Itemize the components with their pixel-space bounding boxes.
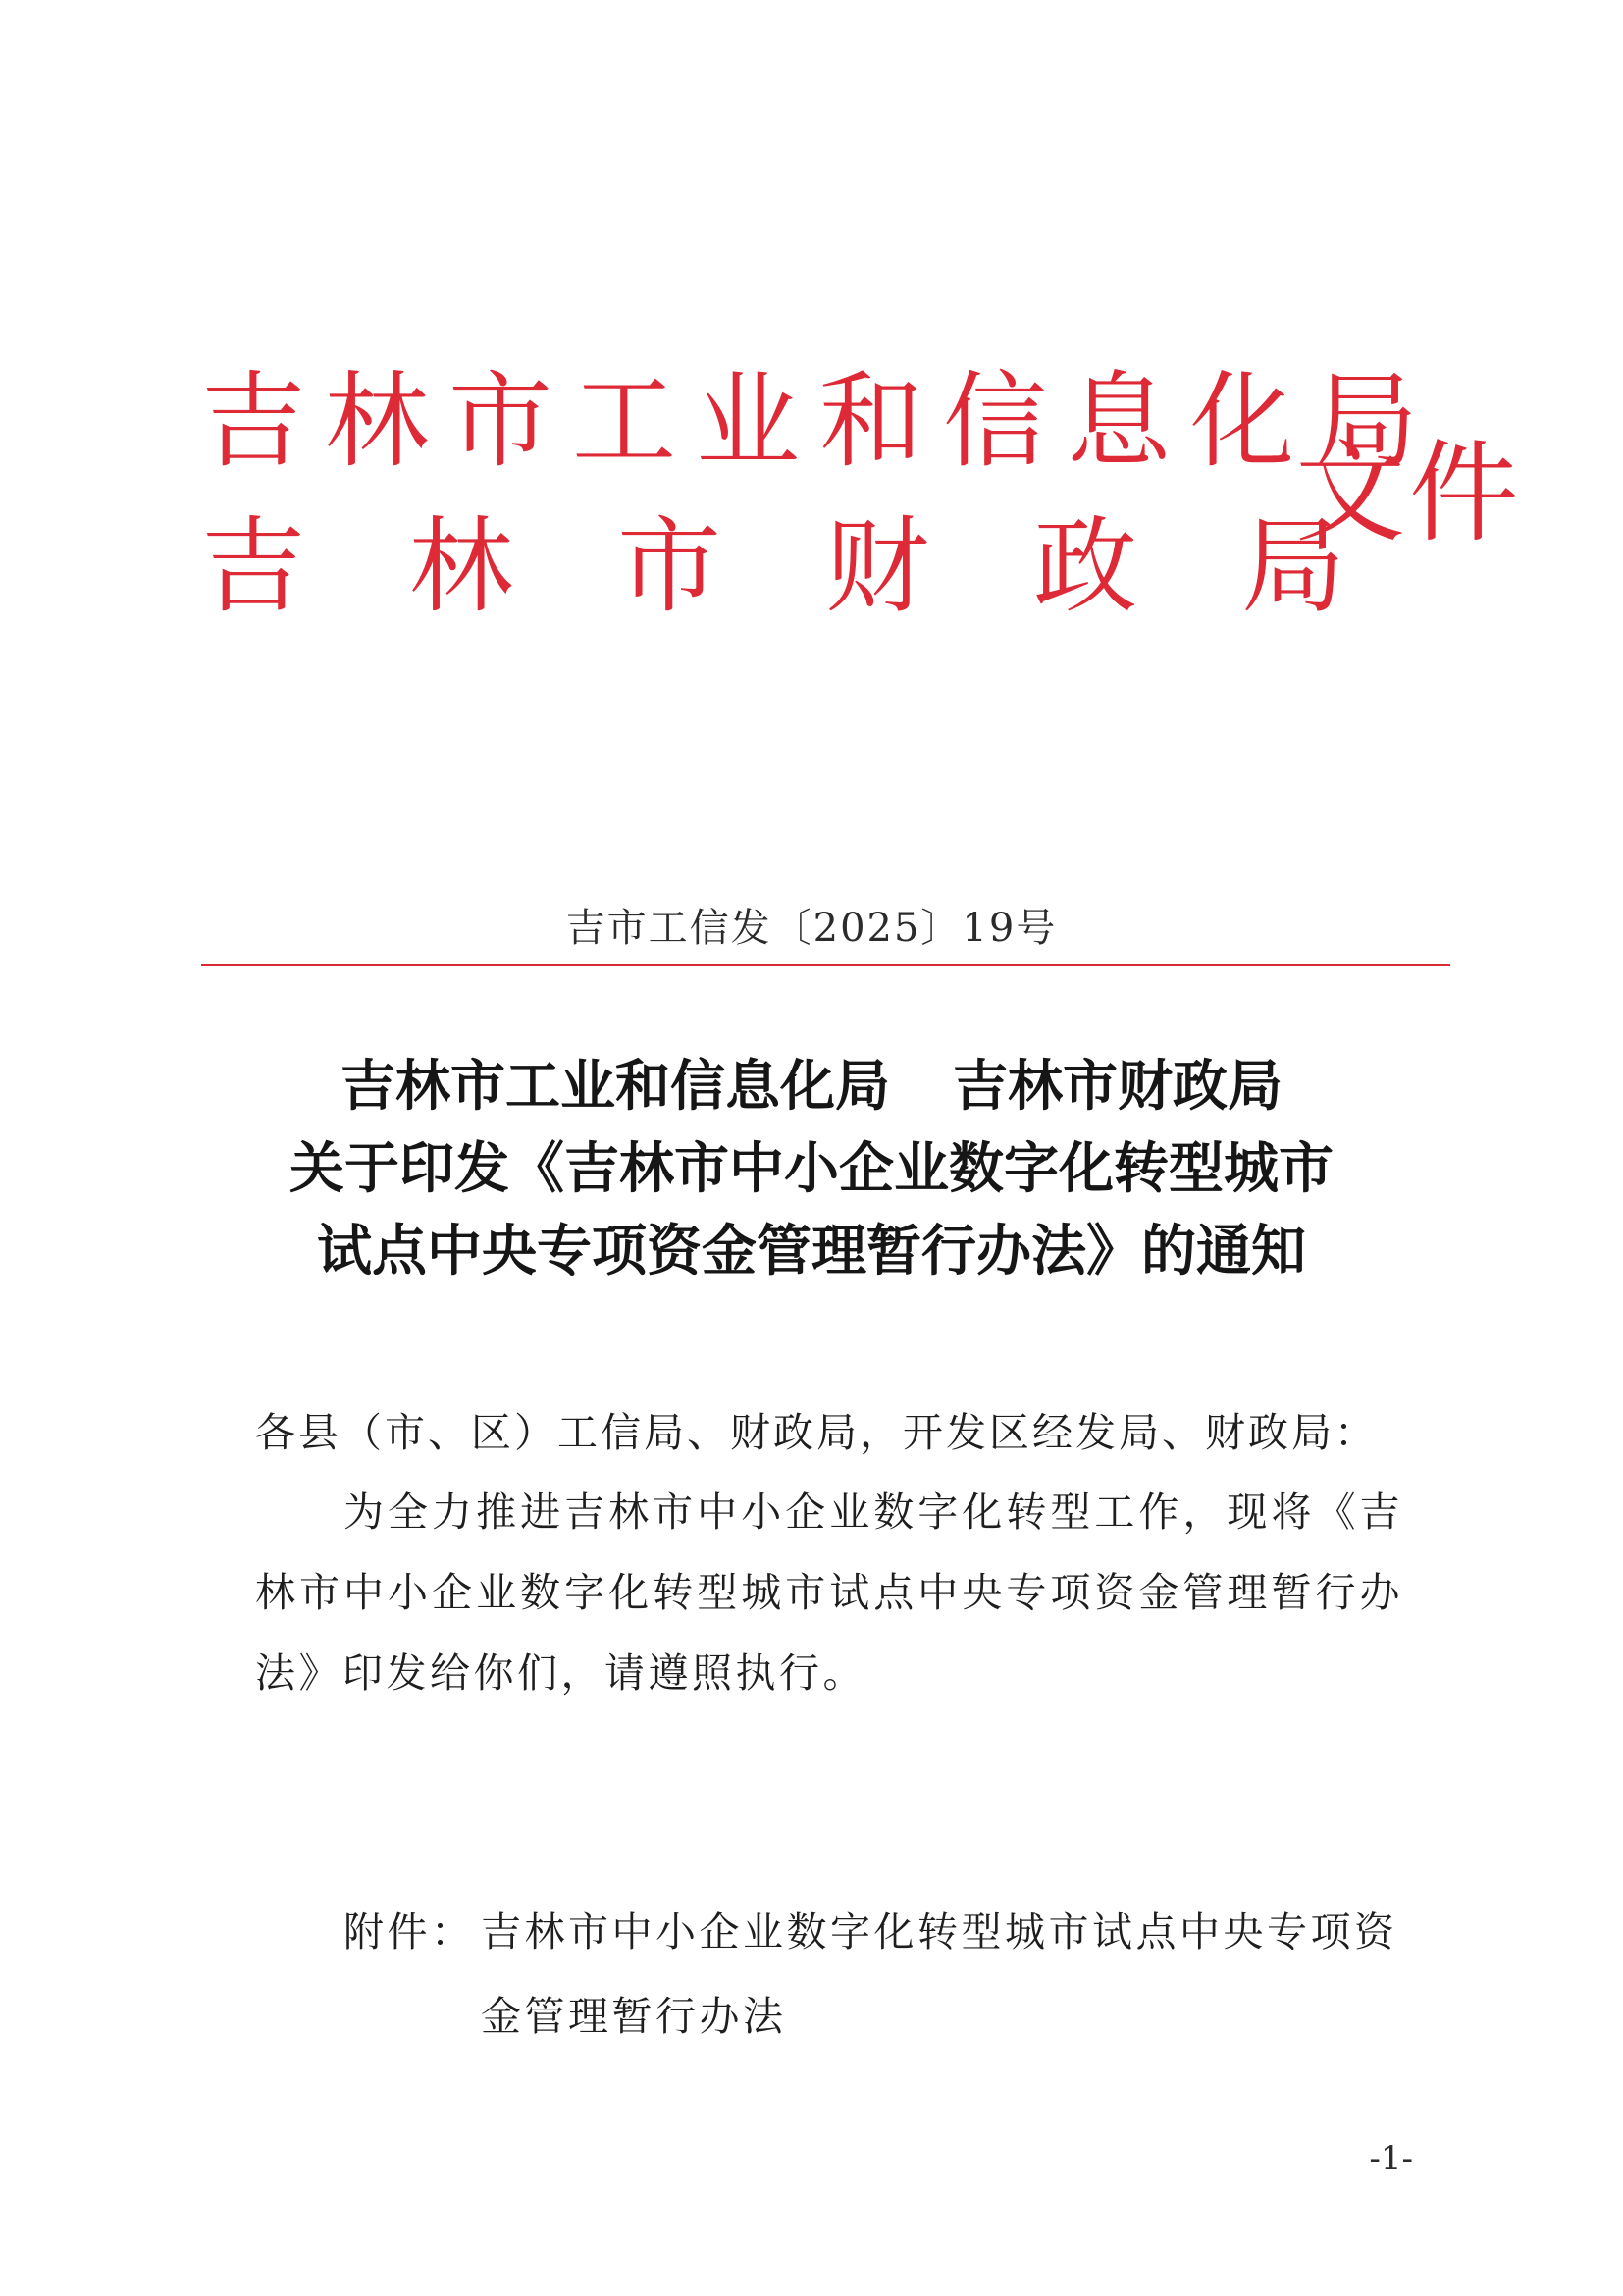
title-line-3: 试点中央专项资金管理暂行办法》的通知 [317,1219,1306,1283]
red-divider-line [201,964,1450,966]
attachment-label: 附件： [343,1908,475,1956]
title-line-1 [0,1045,1623,1127]
attachment-note [343,1890,1423,2059]
issuer-name-1: 吉林市工业和信息化局 [201,361,1438,482]
issuer-name-2: 吉林市财政局 [201,506,1449,627]
page-number: -1- [1369,2139,1413,2178]
letterhead [201,361,1523,677]
salutation: 各县（市、区）工信局、财政局，开发区经发局、财政局： [255,1409,1378,1456]
title-issuer-2: 吉林市财政局 [953,1054,1283,1119]
document-number: 吉市工信发〔2025〕19号 [565,906,1058,951]
title-line-2: 关于印发《吉林市中小企业数字化转型城市 [289,1136,1334,1201]
document-type-label: 文件 [1295,430,1523,557]
title-issuer-1: 吉林市工业和信息化局 [340,1054,890,1119]
attachment-title: 吉林市中小企业数字化转型城市试点中央专项资金管理暂行办法 [481,1908,1398,2040]
body-paragraph: 为全力推进吉林市中小企业数字化转型工作，现将《吉林市中小企业数字化转型城市试点中央专项资金管理暂行办法》印发给你们，请遵照执行。 [255,1488,1403,1696]
document-title [0,1045,1623,1292]
